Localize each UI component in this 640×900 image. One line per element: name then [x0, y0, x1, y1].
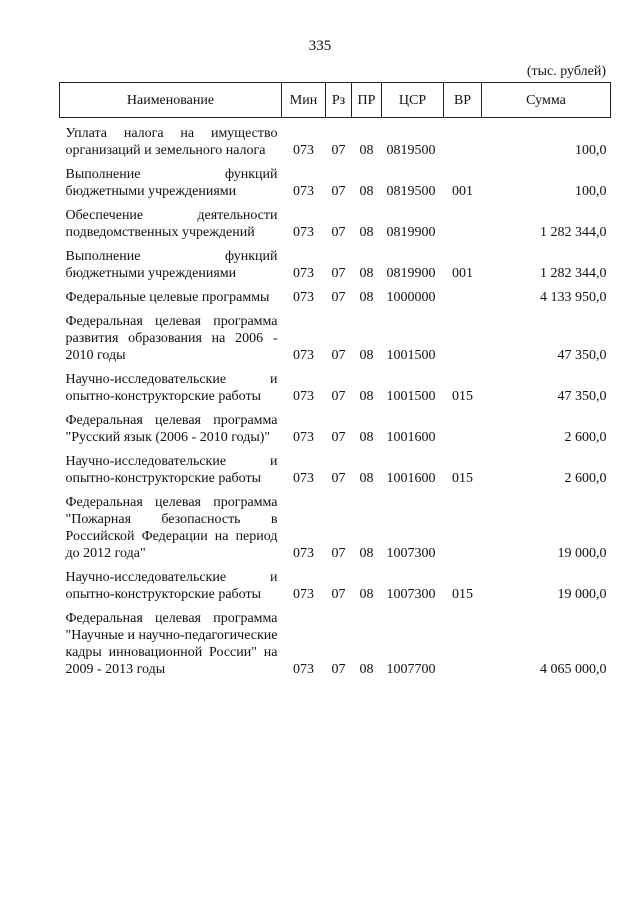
cell-pr: 08	[359, 471, 374, 486]
header-vr: ВР	[444, 83, 482, 118]
cell-name: Федеральная целевая программа развития образования на 2006 - 2010 годы	[65, 314, 278, 363]
table-row	[60, 161, 611, 202]
header-min: Мин	[282, 83, 326, 118]
cell-name: Обеспечение деятельности подведомственных учреждений	[65, 208, 278, 240]
table-row	[60, 118, 611, 162]
page-number: 335	[308, 38, 332, 54]
cell-sum: 4 065 000,0	[540, 662, 607, 677]
header-csr: ЦСР	[382, 83, 444, 118]
cell-name: Федеральная целевая программа "Русский язык (2006 - 2010 годы)"	[65, 413, 278, 445]
cell-sum: 2 600,0	[564, 471, 607, 486]
cell-sum: 47 350,0	[557, 389, 607, 404]
cell-min: 073	[293, 266, 314, 281]
cell-csr: 0819900	[386, 266, 436, 281]
cell-sum: 1 282 344,0	[540, 225, 607, 240]
cell-pr: 08	[359, 143, 374, 158]
cell-pr: 08	[359, 266, 374, 281]
cell-rz: 07	[331, 225, 346, 240]
cell-min: 073	[293, 546, 314, 561]
cell-pr: 08	[359, 587, 374, 602]
cell-vr: 015	[452, 471, 473, 486]
header-row	[60, 83, 611, 118]
table-body	[60, 118, 611, 681]
table-header	[60, 83, 611, 118]
table-row	[60, 243, 611, 284]
cell-min: 073	[293, 184, 314, 199]
cell-pr: 08	[359, 662, 374, 677]
cell-rz: 07	[331, 389, 346, 404]
cell-pr: 08	[359, 430, 374, 445]
table-row	[60, 564, 611, 605]
header-pr: ПР	[352, 83, 382, 118]
cell-pr: 08	[359, 348, 374, 363]
cell-name: Уплата налога на имущество организаций и земельного налога	[65, 126, 278, 158]
cell-rz: 07	[331, 266, 346, 281]
cell-csr: 1007300	[386, 546, 436, 561]
budget-table	[59, 82, 611, 680]
cell-csr: 0819500	[386, 184, 436, 199]
cell-vr	[444, 202, 482, 243]
table-row	[60, 366, 611, 407]
cell-vr: 001	[452, 266, 473, 281]
cell-rz: 07	[331, 430, 346, 445]
cell-sum: 100,0	[575, 143, 607, 158]
cell-min: 073	[293, 348, 314, 363]
cell-csr: 1000000	[386, 290, 436, 305]
table-row	[60, 489, 611, 564]
cell-vr	[444, 118, 482, 162]
cell-pr: 08	[359, 290, 374, 305]
cell-sum: 2 600,0	[564, 430, 607, 445]
cell-pr: 08	[359, 225, 374, 240]
cell-min: 073	[293, 471, 314, 486]
table-row	[60, 284, 611, 308]
cell-min: 073	[293, 587, 314, 602]
table-row	[60, 202, 611, 243]
table-row	[60, 308, 611, 366]
cell-name: Выполнение функций бюджетными учреждениями	[65, 167, 278, 199]
cell-rz: 07	[331, 471, 346, 486]
cell-name: Научно-исследовательские и опытно-конструкторские работы	[65, 454, 278, 486]
cell-csr: 1001500	[386, 348, 436, 363]
cell-name: Федеральная целевая программа "Научные и научно-педагогические кадры инновационной России" на 2009 - 2013 годы	[65, 611, 278, 677]
cell-rz: 07	[331, 662, 346, 677]
cell-pr: 08	[359, 389, 374, 404]
cell-csr: 0819900	[386, 225, 436, 240]
cell-vr	[444, 407, 482, 448]
cell-sum: 19 000,0	[557, 546, 607, 561]
header-name: Наименование	[60, 83, 282, 118]
cell-csr: 1001500	[386, 389, 436, 404]
cell-vr: 015	[452, 587, 473, 602]
cell-vr: 015	[452, 389, 473, 404]
cell-sum: 100,0	[575, 184, 607, 199]
cell-name: Федеральные целевые программы	[65, 290, 270, 305]
cell-rz: 07	[331, 143, 346, 158]
cell-pr: 08	[359, 546, 374, 561]
cell-csr: 1001600	[386, 430, 436, 445]
cell-rz: 07	[331, 348, 346, 363]
cell-csr: 0819500	[386, 143, 436, 158]
cell-vr	[444, 489, 482, 564]
units-label: (тыс. рублей)	[526, 64, 606, 79]
cell-min: 073	[293, 430, 314, 445]
cell-name: Научно-исследовательские и опытно-конструкторские работы	[65, 372, 278, 404]
cell-vr	[444, 308, 482, 366]
header-sum: Сумма	[482, 83, 611, 118]
cell-sum: 19 000,0	[557, 587, 607, 602]
cell-name: Федеральная целевая программа "Пожарная безопасность в Российской Федерации на период до 2012 года"	[65, 495, 278, 561]
cell-min: 073	[293, 290, 314, 305]
cell-min: 073	[293, 143, 314, 158]
cell-min: 073	[293, 389, 314, 404]
cell-min: 073	[293, 225, 314, 240]
cell-sum: 4 133 950,0	[540, 290, 607, 305]
cell-csr: 1007300	[386, 587, 436, 602]
cell-rz: 07	[331, 184, 346, 199]
cell-vr: 001	[452, 184, 473, 199]
cell-vr	[444, 284, 482, 308]
table-row	[60, 448, 611, 489]
cell-name: Выполнение функций бюджетными учреждениями	[65, 249, 278, 281]
table-row	[60, 605, 611, 680]
cell-min: 073	[293, 662, 314, 677]
cell-name: Научно-исследовательские и опытно-конструкторские работы	[65, 570, 278, 602]
cell-csr: 1007700	[386, 662, 436, 677]
cell-rz: 07	[331, 546, 346, 561]
cell-csr: 1001600	[386, 471, 436, 486]
cell-sum: 1 282 344,0	[540, 266, 607, 281]
cell-rz: 07	[331, 290, 346, 305]
cell-rz: 07	[331, 587, 346, 602]
cell-sum: 47 350,0	[557, 348, 607, 363]
cell-vr	[444, 605, 482, 680]
cell-pr: 08	[359, 184, 374, 199]
table-row	[60, 407, 611, 448]
header-rz: Рз	[326, 83, 352, 118]
